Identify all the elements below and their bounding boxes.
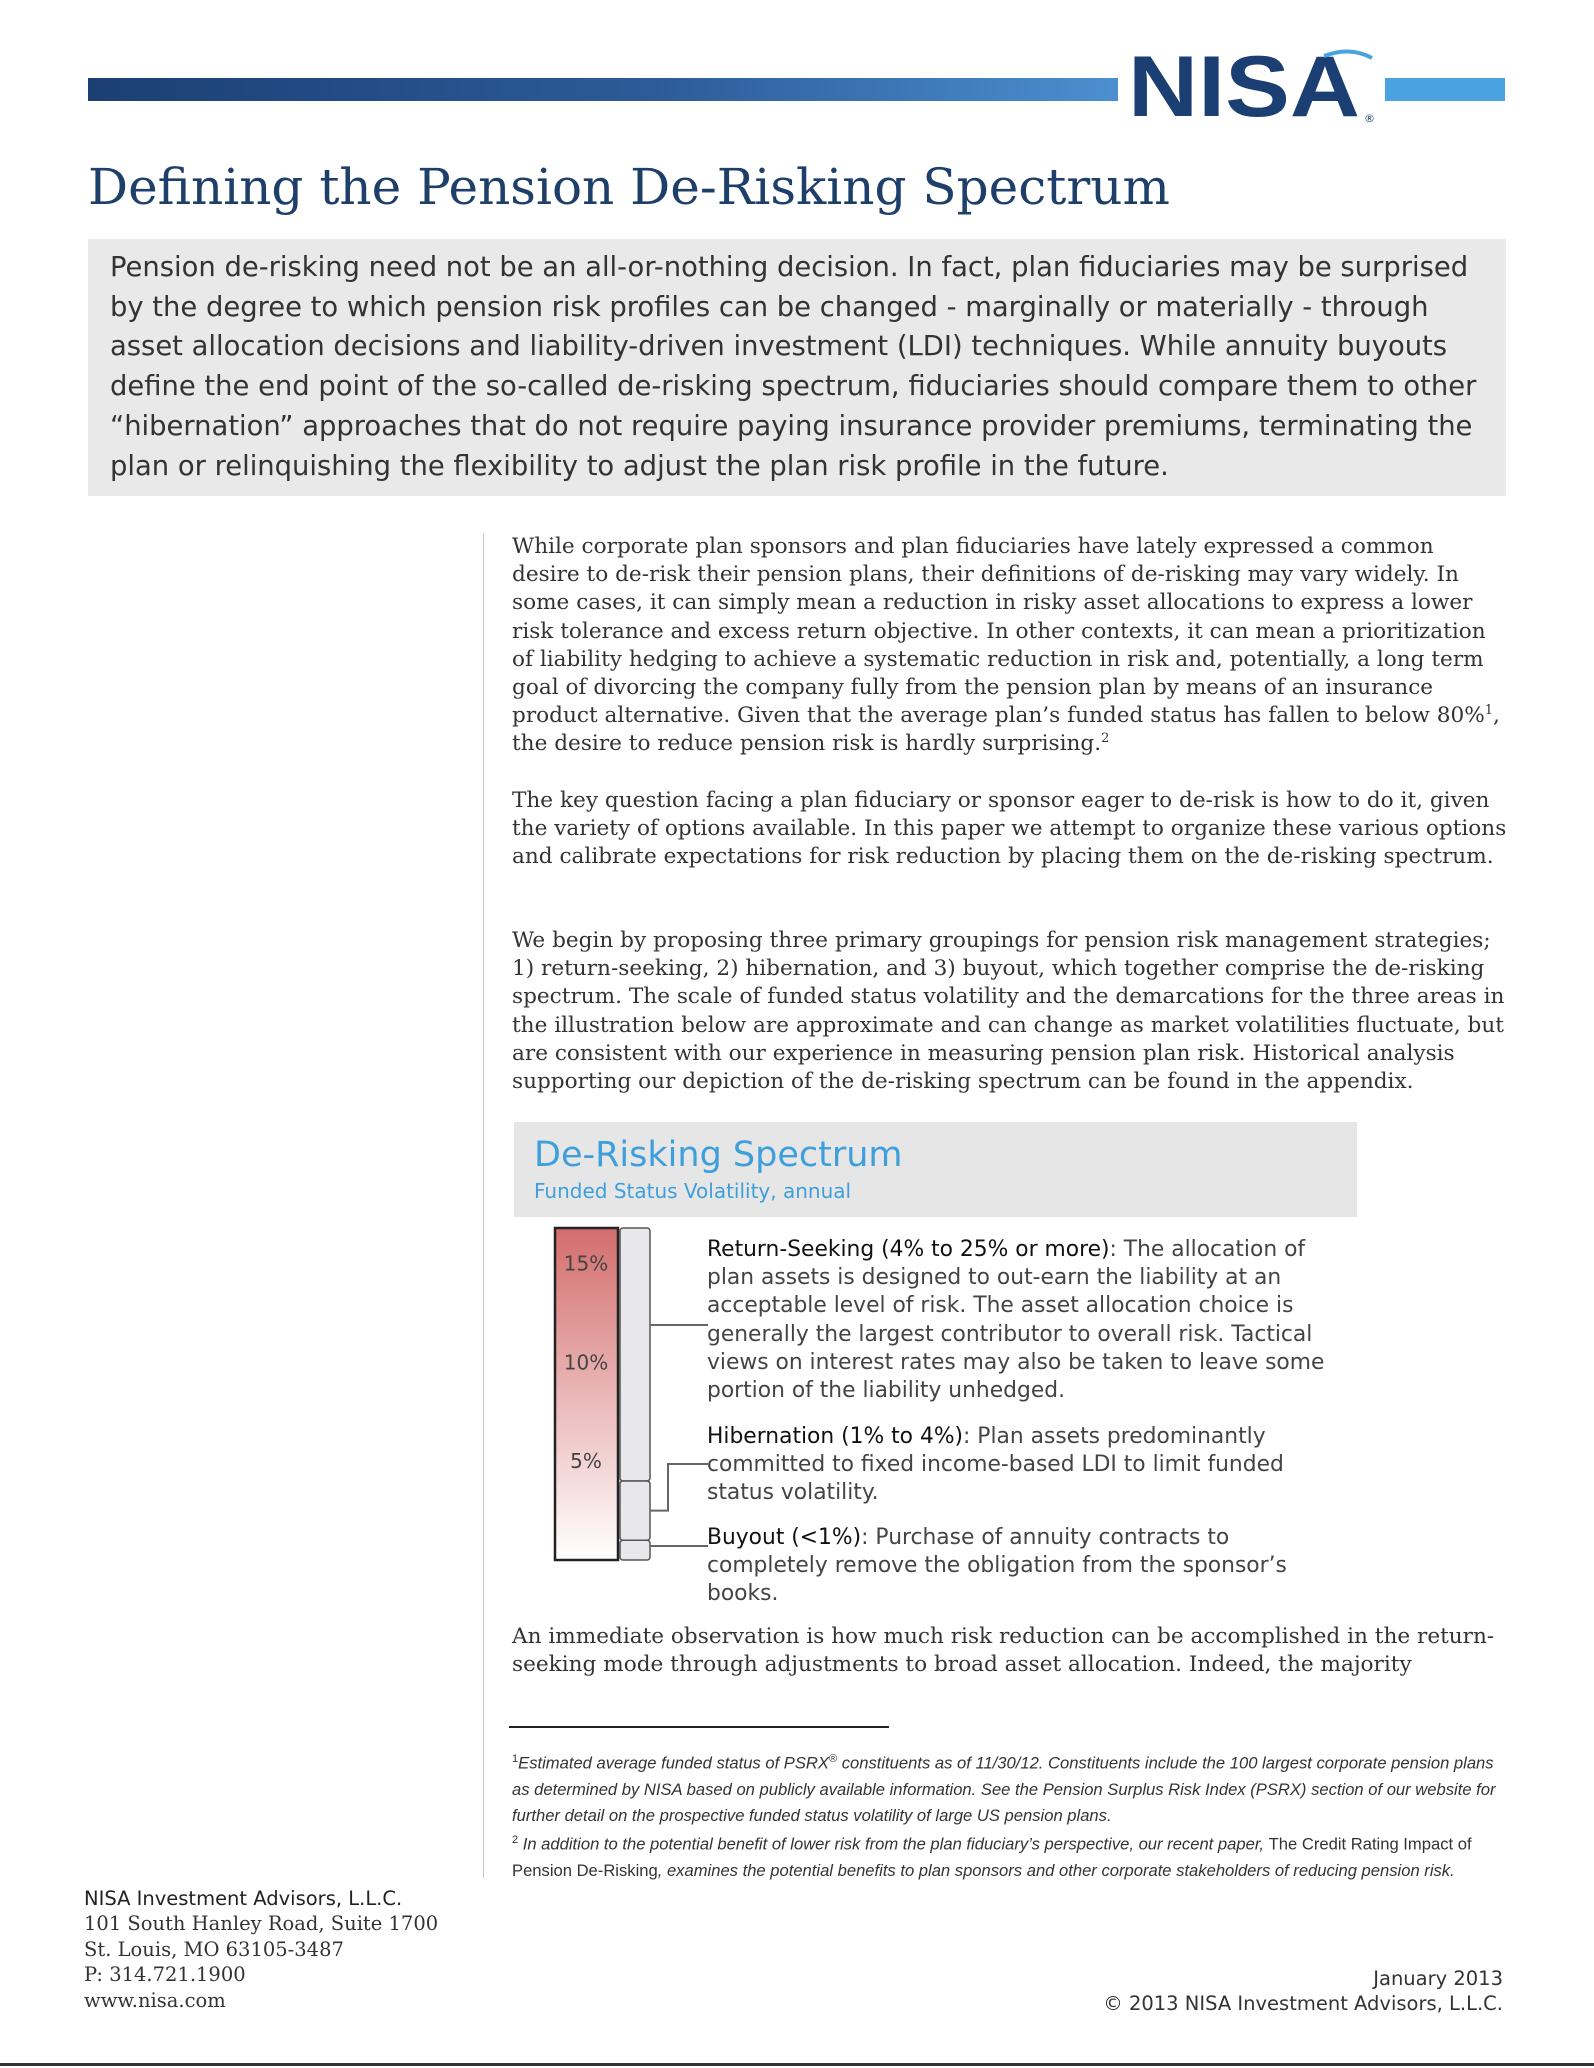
column-rule bbox=[483, 533, 484, 1878]
header-bar bbox=[88, 78, 1118, 101]
figure-title: De-Risking Spectrum bbox=[534, 1135, 903, 1175]
page-title: Defining the Pension De-Risking Spectrum bbox=[88, 158, 1170, 216]
segment-description: : The allocation of plan assets is designed to out-earn the liability at an acceptable level of risk. The asset allocation choice is generally the largest contributor to overall risk. Tactical views on interest rates may also be taken to leave some portion of the liability unhedged. bbox=[707, 1237, 1325, 1404]
city-address: St. Louis, MO 63105-3487 bbox=[84, 1937, 344, 1961]
segment-hibernation bbox=[707, 1423, 1347, 1508]
segment-label: Buyout (<1%) bbox=[707, 1525, 862, 1550]
footnote-1 bbox=[512, 1746, 1502, 1829]
summary-text: Pension de-risking need not be an all-or-nothing decision. In fact, plan fiduciaries may be surprised by the degree to which pension risk profiles can be changed - marginally or materially - through asset allocation decisions and liability-driven investment (LDI) techniques. While annuity buyouts define the end point of the so-called de-risking spectrum, fiduciaries should compare them to other “hibernation” approaches that do not require paying insurance provider premiums, terminating the plan or relinquishing the flexibility to adjust the plan risk profile in the future. bbox=[110, 252, 1477, 482]
registered-mark: ® bbox=[828, 1753, 838, 1765]
connector-hibernation bbox=[650, 1464, 708, 1511]
publication-date: January 2013 bbox=[1373, 1967, 1503, 1990]
footnote-text: , examines the potential benefits to plan sponsors and other corporate stakeholders of reducing pension risk. bbox=[657, 1860, 1455, 1880]
company-name: NISA Investment Advisors, L.L.C. bbox=[84, 1887, 403, 1910]
body-paragraph-2: The key question facing a plan fiduciary or sponsor eager to de-risk is how to do it, given the variety of options available. In this paper we attempt to organize these various options and calibrate expectations for risk reduction by placing them on the de-risking spectrum. bbox=[512, 788, 1507, 870]
body-paragraph-3: We begin by proposing three primary groupings for pension risk management strategies; 1) return-seeking, 2) hibernation, and 3) buyout, which together comprise the de-risking spectrum. The scale of funded status volatility and the demarcations for the three areas in the illustration below are approximate and can change as market volatilities fluctuate, but are consistent with our experience in measuring pension plan risk. Historical analysis supporting our depiction of the de-risking spectrum can be found in the appendix. bbox=[512, 928, 1505, 1095]
logo-registered-mark: ® bbox=[1364, 112, 1375, 124]
body-paragraph-4: An immediate observation is how much risk reduction can be accomplished in the return-seeking mode through adjustments to broad asset allocation. Indeed, the majority bbox=[512, 1624, 1495, 1678]
segment-return-seeking bbox=[707, 1236, 1347, 1405]
footnote-ref-2: 2 bbox=[1101, 731, 1110, 747]
scale-label-15: 15% bbox=[563, 1251, 609, 1276]
figure-subtitle: Funded Status Volatility, annual bbox=[534, 1179, 852, 1203]
body-text: , the desire to reduce pension risk is hardly surprising. bbox=[512, 703, 1500, 757]
logo-text: NISA bbox=[1128, 44, 1360, 124]
footnote-number: 1 bbox=[512, 1753, 519, 1765]
band-buyout bbox=[620, 1540, 650, 1560]
spectrum-diagram bbox=[540, 1224, 720, 1564]
body-paragraph-1 bbox=[512, 533, 1507, 759]
footnote-2 bbox=[512, 1827, 1502, 1884]
website-link[interactable]: www.nisa.com bbox=[84, 1988, 226, 2012]
nisa-logo bbox=[1128, 44, 1378, 124]
footnote-text: Estimated average funded status of PSRX bbox=[518, 1753, 829, 1773]
date-block bbox=[1000, 1966, 1503, 2017]
band-return-seeking bbox=[620, 1228, 650, 1481]
street-address: 101 South Hanley Road, Suite 1700 bbox=[84, 1912, 439, 1936]
header-bar-accent bbox=[1385, 78, 1505, 101]
segment-label: Return-Seeking (4% to 25% or more) bbox=[707, 1237, 1110, 1262]
volatility-scale-bar bbox=[555, 1228, 618, 1560]
segment-description: : Purchase of annuity contracts to completely remove the obligation from the sponsor’s books. bbox=[707, 1525, 1287, 1607]
scale-label-5: 5% bbox=[570, 1449, 602, 1474]
footnote-text: In addition to the potential benefit of lower risk from the plan fiduciary’s perspective, our recent paper, bbox=[518, 1834, 1269, 1854]
band-hibernation bbox=[620, 1481, 650, 1540]
body-text: While corporate plan sponsors and plan fiduciaries have lately expressed a common desire to de-risk their pension plans, their definitions of de-risking may vary widely. In some cases, it can simply mean a reduction in risky asset allocations to express a lower risk tolerance and excess return objective. In other contexts, it can mean a prioritization of liability hedging to achieve a systematic reduction in risk and, potentially, a long term goal of divorcing the company fully from the pension plan by means of an insurance product alternative. Given that the average plan’s funded status has fallen to below 80% bbox=[512, 534, 1486, 729]
bottom-rule bbox=[0, 2063, 1594, 2066]
paper-title: The Credit Rating Impact of Pension De-Risking bbox=[512, 1834, 1472, 1880]
address-block bbox=[84, 1886, 504, 2013]
segment-buyout bbox=[707, 1524, 1347, 1609]
footnote-ref-1: 1 bbox=[1484, 703, 1494, 719]
segment-description: : Plan assets predominantly committed to fixed income-based LDI to limit funded status volatility. bbox=[707, 1424, 1284, 1506]
phone-number: P: 314.721.1900 bbox=[84, 1963, 246, 1987]
footnote-number: 2 bbox=[512, 1834, 519, 1846]
scale-label-10: 10% bbox=[563, 1350, 609, 1375]
footnote-text: constituents as of 11/30/12. Constituents include the 100 largest corporate pension plans as determined by NISA based on publicly available information. See the Pension Surplus Risk Index (PSRX) section of our website for further detail on the prospective funded status volatility of large US pension plans. bbox=[512, 1753, 1496, 1825]
segment-label: Hibernation (1% to 4%) bbox=[707, 1424, 964, 1449]
copyright: © 2013 NISA Investment Advisors, L.L.C. bbox=[1103, 1992, 1503, 2016]
footnote-rule bbox=[509, 1726, 889, 1728]
